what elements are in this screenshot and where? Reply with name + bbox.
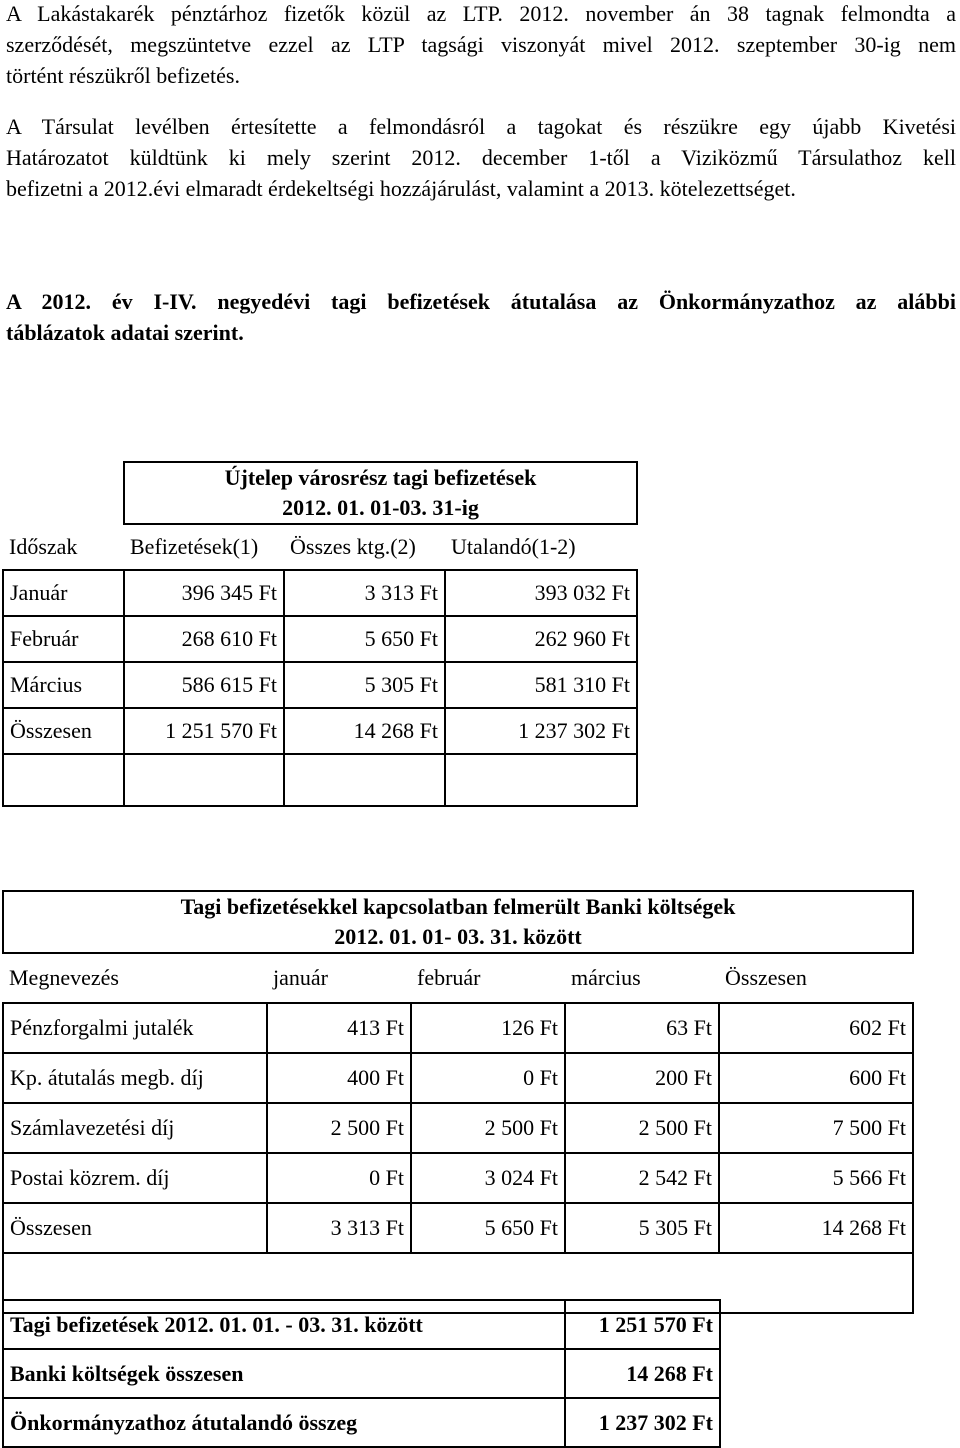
table-row — [3, 1203, 913, 1253]
column-header: Időszak — [3, 524, 124, 570]
table-row — [3, 662, 637, 708]
empty-cell — [3, 754, 124, 806]
text-line: A 2012. év I-IV. negyedévi tagi befizetések átutalása az Önkormányzathoz az alábbi — [6, 289, 956, 314]
summary-label: Tagi befizetések 2012. 01. 01. - 03. 31. között — [3, 1300, 565, 1349]
table-cell: 600 Ft — [719, 1053, 913, 1103]
table-subtitle-row — [3, 493, 637, 524]
table-cell: 2 542 Ft — [565, 1153, 719, 1203]
column-header: február — [411, 953, 565, 1003]
table-cell: 586 615 Ft — [124, 662, 284, 708]
table-cell: 3 313 Ft — [267, 1203, 411, 1253]
empty-cell — [124, 754, 284, 806]
table-cell: 1 237 302 Ft — [445, 708, 637, 754]
table-row — [3, 708, 637, 754]
table-row — [3, 570, 637, 616]
table-cell: Pénzforgalmi jutalék — [3, 1003, 267, 1053]
table-subtitle: 2012. 01. 01-03. 31-ig — [124, 493, 637, 524]
text-line: A Lakástakarék pénztárhoz fizetők közül az LTP. 2012. november án 38 tagnak felmondta a — [6, 1, 956, 26]
payments-table — [2, 461, 638, 807]
table-cell: 200 Ft — [565, 1053, 719, 1103]
empty-cell — [445, 754, 637, 806]
table-cell: 0 Ft — [267, 1153, 411, 1203]
table-subtitle: 2012. 01. 01- 03. 31. között — [3, 922, 913, 953]
summary-label: Önkormányzathoz átutalandó összeg — [3, 1398, 565, 1447]
table-row — [3, 616, 637, 662]
table-title: Újtelep városrész tagi befizetések — [124, 462, 637, 493]
table-cell: Összesen — [3, 708, 124, 754]
table-cell: 396 345 Ft — [124, 570, 284, 616]
table-cell: 14 268 Ft — [719, 1203, 913, 1253]
table-cell: 2 500 Ft — [565, 1103, 719, 1153]
text-line: A Társulat levélben értesítette a felmondásról a tagokat és részükre egy újabb Kivetési — [6, 114, 956, 139]
table-cell: 1 251 570 Ft — [124, 708, 284, 754]
table-cell: 602 Ft — [719, 1003, 913, 1053]
column-header: Megnevezés — [3, 953, 267, 1003]
table-subtitle-row — [3, 922, 913, 953]
column-header: Összes ktg.(2) — [284, 524, 445, 570]
table-cell: 2 500 Ft — [267, 1103, 411, 1153]
table-cell: 5 305 Ft — [565, 1203, 719, 1253]
table-title-row — [3, 462, 637, 493]
summary-value: 1 251 570 Ft — [565, 1300, 720, 1349]
table-cell: Február — [3, 616, 124, 662]
table-title: Tagi befizetésekkel kapcsolatban felmerült Banki költségek — [3, 891, 913, 922]
table-cell: 413 Ft — [267, 1003, 411, 1053]
intro-paragraph-1 — [6, 0, 956, 91]
table-title-row — [3, 891, 913, 922]
text-line: befizetni a 2012.évi elmaradt érdekeltségi hozzájárulást, valamint a 2013. kötelezettséget. — [6, 176, 796, 201]
column-header: Utalandó(1-2) — [445, 524, 637, 570]
table-cell: 393 032 Ft — [445, 570, 637, 616]
table-cell: Január — [3, 570, 124, 616]
table-cell: 2 500 Ft — [411, 1103, 565, 1153]
table-cell: 5 650 Ft — [411, 1203, 565, 1253]
table-cell: 0 Ft — [411, 1053, 565, 1103]
table-cell: 3 313 Ft — [284, 570, 445, 616]
column-header: március — [565, 953, 719, 1003]
section-heading — [6, 286, 956, 348]
table-cell: Március — [3, 662, 124, 708]
summary-value: 14 268 Ft — [565, 1349, 720, 1398]
table-cell: 581 310 Ft — [445, 662, 637, 708]
table-cell: 126 Ft — [411, 1003, 565, 1053]
column-header: Összesen — [719, 953, 913, 1003]
table-cell: 268 610 Ft — [124, 616, 284, 662]
table-cell: 63 Ft — [565, 1003, 719, 1053]
table-row — [3, 1003, 913, 1053]
table-row — [3, 1349, 720, 1398]
table-cell: 5 650 Ft — [284, 616, 445, 662]
column-header: Befizetések(1) — [124, 524, 284, 570]
table-row — [3, 1153, 913, 1203]
summary-label: Banki költségek összesen — [3, 1349, 565, 1398]
table-cell: 262 960 Ft — [445, 616, 637, 662]
table-cell: 400 Ft — [267, 1053, 411, 1103]
empty-cell — [284, 754, 445, 806]
table-cell: 5 305 Ft — [284, 662, 445, 708]
intro-paragraph-2 — [6, 111, 956, 204]
table-cell: 14 268 Ft — [284, 708, 445, 754]
table-empty-row — [3, 754, 637, 806]
table-header-row — [3, 953, 913, 1003]
text-line: Határozatot küldtünk ki mely szerint 2012. december 1-től a Viziközmű Társulathoz kell — [6, 145, 956, 170]
table-cell: 3 024 Ft — [411, 1153, 565, 1203]
summary-value: 1 237 302 Ft — [565, 1398, 720, 1447]
text-line: táblázatok adatai szerint. — [6, 320, 244, 345]
table-cell: 7 500 Ft — [719, 1103, 913, 1153]
table-row — [3, 1103, 913, 1153]
table-row — [3, 1300, 720, 1349]
table-cell: 5 566 Ft — [719, 1153, 913, 1203]
summary-table — [2, 1299, 721, 1448]
table-header-row — [3, 524, 637, 570]
column-header: január — [267, 953, 411, 1003]
text-line: történt részükről befizetés. — [6, 63, 240, 88]
table-cell: Postai közrem. díj — [3, 1153, 267, 1203]
text-line: szerződését, megszüntetve ezzel az LTP tagsági viszonyát mivel 2012. szeptember 30-ig nem — [6, 32, 956, 57]
table-cell: Összesen — [3, 1203, 267, 1253]
table-cell: Kp. átutalás megb. díj — [3, 1053, 267, 1103]
table-row — [3, 1398, 720, 1447]
table-row — [3, 1053, 913, 1103]
bank-costs-table — [2, 890, 914, 1314]
table-cell: Számlavezetési díj — [3, 1103, 267, 1153]
